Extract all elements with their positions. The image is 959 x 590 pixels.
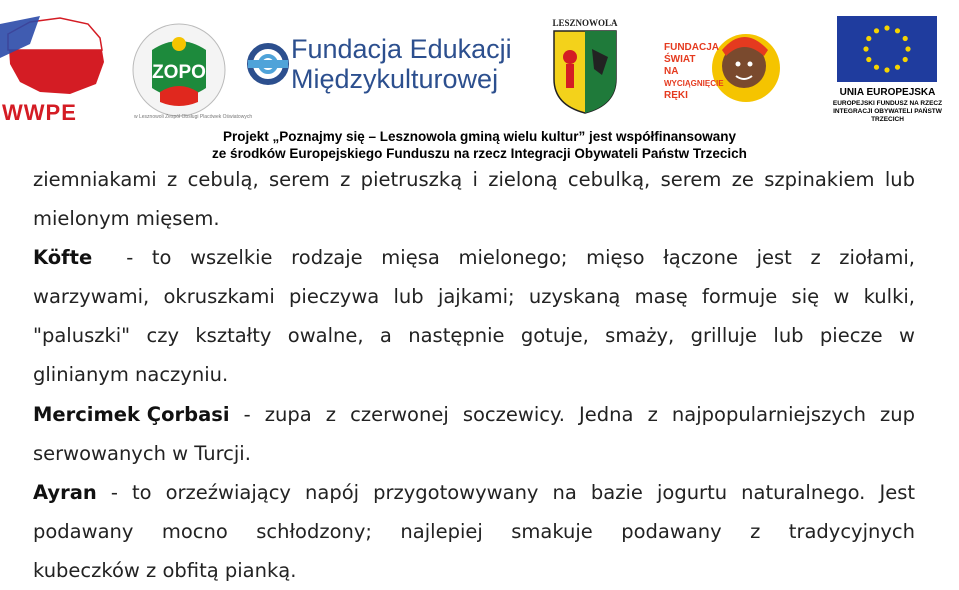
eu-sub2: INTEGRACJI OBYWATELI PAŃSTW TRZECICH bbox=[833, 108, 942, 123]
text-line: serwowanych w Turcji. bbox=[33, 442, 251, 465]
swiat-line-4: WYCIĄGNIĘCIE bbox=[664, 79, 724, 88]
poland-map-icon bbox=[0, 14, 110, 104]
project-line-2: ze środków Europejskiego Funduszu na rzecz Integracji Obywateli Państw Trzecich bbox=[212, 146, 747, 161]
zopo-text: ZOPO bbox=[152, 62, 206, 83]
zopo-logo bbox=[130, 10, 253, 130]
mercimek-term: Mercimek Çorbasi bbox=[33, 403, 230, 426]
paragraph-ayran bbox=[33, 473, 915, 590]
mercimek-first-line bbox=[33, 395, 915, 434]
lesznowola-caption: LESZNOWOLA bbox=[552, 18, 618, 28]
eu-flag-icon bbox=[837, 16, 937, 82]
text-line: - to orzeźwiający napój przygotowywany na bazie jogurtu naturalnego. Jest bbox=[96, 481, 915, 504]
ayran-first-line bbox=[33, 473, 915, 512]
header-logos bbox=[0, 0, 959, 165]
text-line: mielonym mięsem. bbox=[33, 207, 220, 230]
eu-sub1: EUROPEJSKI FUNDUSZ NA RZECZ bbox=[832, 100, 943, 107]
paragraph-intro bbox=[33, 160, 915, 238]
text-line: warzywami, okruszkami pieczywa lub jajkami; uzyskaną masę formuje się w kulki, bbox=[33, 285, 915, 308]
lesznowola-crest bbox=[552, 18, 618, 113]
fundacja-edukacji-logo bbox=[246, 32, 546, 102]
ayran-term: Ayran bbox=[33, 481, 97, 504]
kofte-term: Köfte bbox=[33, 246, 93, 269]
text-line: ziemniakami z cebulą, serem z pietruszką i zieloną cebulką, serem ze szpinakiem lub bbox=[33, 168, 915, 191]
swiat-line-5: RĘKI bbox=[664, 90, 688, 101]
text-line: glinianym naczyniu. bbox=[33, 363, 229, 386]
wwpe-logo bbox=[0, 14, 110, 124]
swiat-line-1: FUNDACJA bbox=[664, 42, 719, 53]
fundacja-line2: Międzykulturowej bbox=[291, 64, 499, 94]
text-line: podawany mocno schłodzony; najlepiej smakuje podawany z tradycyjnych bbox=[33, 520, 915, 543]
paragraph-kofte bbox=[33, 238, 915, 394]
text-line: - to wszelkie rodzaje mięsa mielonego; mięso łączone jest z ziołami, bbox=[126, 246, 915, 269]
zopo-ring-text: w Lesznowoli Zespół Obsługi Placówek Oświatowych bbox=[134, 114, 253, 120]
paragraph-mercimek bbox=[33, 395, 915, 473]
text-line: "paluszki" czy kształty owalne, a następnie gotuje, smaży, grilluje lub piecze w bbox=[33, 324, 915, 347]
swirl-icon bbox=[246, 36, 290, 96]
eu-logo bbox=[816, 16, 959, 126]
kofte-first-line bbox=[33, 238, 915, 277]
fundacja-line1: Fundacja Edukacji bbox=[291, 34, 512, 64]
text-line: kubeczków z obfitą pianką. bbox=[33, 559, 297, 582]
child-face-icon bbox=[708, 20, 778, 116]
wwpe-text: WWPE bbox=[2, 100, 77, 125]
swiat-line-2: ŚWIAT bbox=[664, 54, 696, 65]
project-line-1: Projekt „Poznajmy się – Lesznowola gminą wielu kultur” jest współfinansowany bbox=[222, 129, 737, 144]
swiat-line-3: NA bbox=[664, 66, 679, 77]
eu-title: UNIA EUROPEJSKA bbox=[839, 87, 936, 98]
coat-of-arms-icon bbox=[552, 29, 618, 113]
fundacja-swiat-logo bbox=[660, 20, 778, 120]
text-line: - zupa z czerwonej soczewicy. Jedna z najpopularniejszych zup bbox=[229, 403, 915, 426]
